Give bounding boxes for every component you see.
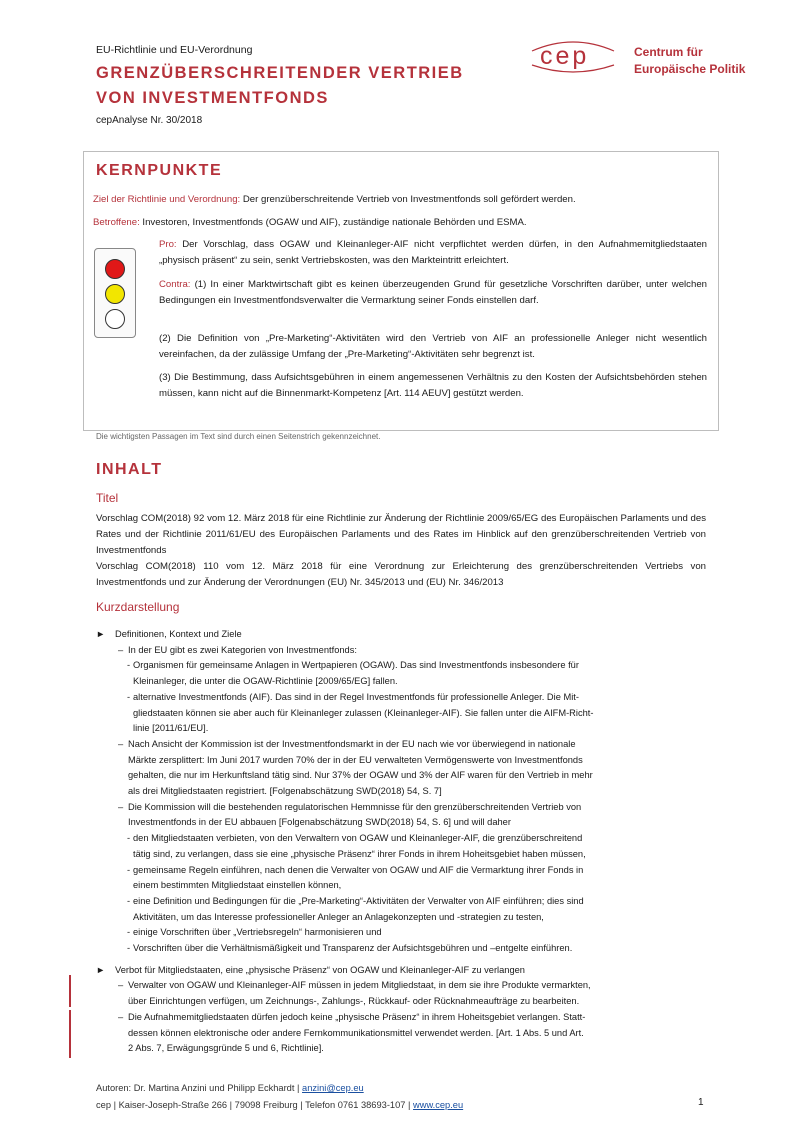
- cep-logo-text: cep: [540, 42, 590, 70]
- bullet-marker: ►: [96, 629, 106, 639]
- document-title-line-2: VON INVESTMENTFONDS: [96, 89, 329, 107]
- bullet-marker: –: [118, 980, 124, 991]
- sidebar-marker-caption: Die wichtigsten Passagen im Text sind durch einen Seitenstrich gekennzeichnet.: [96, 432, 381, 441]
- list-item-text: Definitionen, Kontext und Ziele: [115, 629, 242, 639]
- bullet-marker: -: [127, 943, 131, 953]
- bullet-marker: -: [127, 660, 131, 671]
- bullet-marker: –: [118, 644, 124, 655]
- title-subheading: Titel: [96, 491, 119, 505]
- bullet-marker: –: [118, 801, 124, 812]
- series-number: cepAnalyse Nr. 30/2018: [96, 115, 203, 126]
- bullet-marker: –: [118, 738, 124, 749]
- yellow-light-icon: [105, 284, 125, 304]
- list-item-text: als drei Mitgliedstaaten registriert. [Folgenabschätzung SWD(2018) 54, S. 7]: [128, 786, 442, 796]
- list-item-text: dessen können elektronische oder andere Fernkommunikationsmittel verwendet werden. [Art. 1 Abs. 5 und Art.: [128, 1027, 584, 1038]
- list-item-text: gliedstaaten können sie aber auch für Kleinanleger zulassen (Kleinanleger-AIF). Sie fallen unter die AIFM-Richt-: [133, 707, 594, 718]
- list-item-text: eine Definition und Bedingungen für die „Pre-Marketing“-Aktivitäten der Verwalter von AIF einführen; dies sind: [133, 895, 584, 906]
- list-item-text: über Einrichtungen verfügen, um Zeichnungs-, Zahlungs-, Rückkauf- oder Rücknahmeaufträge zu bearbeiten.: [128, 996, 580, 1007]
- organization-name-line-1: Centrum für: [634, 45, 703, 59]
- organization-name-line-2: Europäische Politik: [634, 62, 746, 76]
- red-light-icon: [105, 259, 125, 279]
- sidebar-marker-2: [69, 1010, 71, 1058]
- list-item-text: gemeinsame Regeln einführen, nach denen die Verwalter von OGAW und AIF die Vermarktung ihrer Fonds in: [133, 864, 584, 875]
- bullet-marker: -: [127, 833, 131, 844]
- bullet-marker: -: [127, 895, 131, 906]
- list-item-text: alternative Investmentfonds (AIF). Das sind in der Regel Investmentfonds für professionelle Anleger. Die Mit-: [133, 691, 579, 702]
- list-item-text: 2 Abs. 7, Erwägungsgründe 5 und 6, Richtlinie].: [128, 1043, 324, 1054]
- organization-name: [634, 44, 745, 78]
- document-subtitle: EU-Richtlinie und EU-Verordnung: [96, 44, 253, 56]
- affected-label: Betroffene:: [93, 217, 140, 228]
- footer-authors-text: Autoren: Dr. Martina Anzini und Philipp Eckhardt |: [96, 1083, 303, 1093]
- bullet-marker: -: [127, 691, 131, 702]
- bullet-marker: ►: [96, 964, 106, 975]
- goal-label: Ziel der Richtlinie und Verordnung:: [93, 194, 241, 205]
- bullet-marker: -: [127, 927, 131, 938]
- list-item-text: Märkte zersplittert: Im Juni 2017 wurden 70% der in der EU verwalteten Vermögenswerte von Investmentfonds: [128, 754, 583, 765]
- traffic-light-icon: [94, 248, 136, 338]
- contra-paragraph-2: (2) Die Definition von „Pre-Marketing“-Aktivitäten wird den Vertrieb von AIF an professionelle Anleger nicht wesentlich vereinfachen, da der zulässige Umfang der „Pre-Marketing“-Aktivitäten sehr begrenzt ist.: [159, 333, 707, 360]
- footer-address: [96, 1097, 463, 1114]
- goal-text: Der grenzüberschreitende Vertrieb von Investmentfonds soll gefördert werden.: [240, 194, 576, 205]
- footer-address-text: cep | Kaiser-Joseph-Straße 266 | 79098 Freiburg | Telefon 0761 38693-107 |: [96, 1100, 414, 1110]
- contra-paragraph-3: (3) Die Bestimmung, dass Aufsichtsgebühren in einem angemessenen Verhältnis zu den Kosten der Aufsichtsbehörden stehen müssen, kann nicht auf die Binnenmarkt-Kompetenz [Art. 114 AEUV] gestützt werden.: [159, 372, 707, 399]
- key-points-heading: KERNPUNKTE: [96, 162, 223, 179]
- list-item-text: tätig sind, zu verlangen, dass sie eine „physische Präsenz“ ihrer Fonds in ihrem Hoheitsgebiet haben müssen,: [133, 848, 586, 859]
- list-item-text: Investmentfonds in der EU abbauen [Folgenabschätzung SWD(2018) 54, S. 6] und will daher: [128, 817, 511, 828]
- list-item-text: gehalten, die nur im Herkunftsland tätig sind. Nur 37% der OGAW und 3% der AIF waren für den Vertrieb in mehr: [128, 770, 593, 781]
- page-number: 1: [698, 1097, 704, 1108]
- list-item-text: linie [2011/61/EU].: [133, 723, 209, 734]
- affected-line: [93, 214, 706, 231]
- goal-line: [93, 191, 706, 208]
- proposal-title-2: Vorschlag COM(2018) 110 vom 12. März 2018 für eine Verordnung zur Erleichterung des grenzüberschreitenden Vertriebs von Investmentfonds und zur Änderung der Verordnungen (EU) Nr. 345/2013 und (EU) Nr. 346/2013: [96, 561, 706, 588]
- summary-subheading: Kurzdarstellung: [96, 600, 180, 614]
- list-item-text: einem bestimmten Mitgliedstaat einstellen können,: [133, 880, 342, 891]
- sidebar-marker-1: [69, 975, 71, 1007]
- author-email-link[interactable]: anzini@cep.eu: [302, 1083, 364, 1093]
- bullet-marker: –: [118, 1011, 124, 1022]
- contra-label: Contra:: [159, 279, 191, 290]
- list-item-text: Nach Ansicht der Kommission ist der Investmentfondsmarkt in der EU nach wie vor überwiegend in nationale: [128, 738, 576, 749]
- website-link[interactable]: www.cep.eu: [413, 1100, 464, 1110]
- contra-paragraph-1: [159, 277, 707, 309]
- pro-text: Der Vorschlag, dass OGAW und Kleinanleger-AIF nicht verpflichtet werden dürfen, in den Aufnahmemitgliedstaaten „physisch präsent“ zu sein, senkt Vertriebskosten, was den Markteintritt erleichtert.: [159, 239, 707, 266]
- proposal-title-1: Vorschlag COM(2018) 92 vom 12. März 2018 für eine Richtlinie zur Änderung der Richtlinie 2009/65/EG des Europäischen Parlaments und des Rates und der Richtlinie 2011/61/EU des Europäischen Parlaments und des Rates im Hinblick auf den grenzüberschreitenden Vertrieb von Investmentfonds: [96, 513, 706, 556]
- list-item-text: In der EU gibt es zwei Kategorien von Investmentfonds:: [128, 644, 357, 655]
- footer-authors: [96, 1080, 364, 1097]
- list-item-text: den Mitgliedstaaten verbieten, von den Verwaltern von OGAW und Kleinanleger-AIF, die grenzüberschreitend: [133, 833, 583, 844]
- list-item-text: einige Vorschriften über „Vertriebsregeln“ harmonisieren und: [133, 927, 382, 938]
- list-item-text: Kleinanleger, die unter die OGAW-Richtlinie [2009/65/EG] fallen.: [133, 676, 398, 687]
- content-heading: INHALT: [96, 461, 163, 478]
- affected-text: Investoren, Investmentfonds (OGAW und AIF), zuständige nationale Behörden und ESMA.: [139, 217, 527, 228]
- pro-paragraph: [159, 237, 707, 269]
- contra-text-1: (1) In einer Marktwirtschaft gibt es keinen überzeugenden Grund für gesetzliche Vorschriften darüber, unter welchen Bedingungen ein Investmentfondsverwalter die Vermarktung seiner Fonds einstellen darf.: [159, 279, 707, 306]
- list-item-text: Die Kommission will die bestehenden regulatorischen Hemmnisse für den grenzüberschreitenden Vertrieb von: [128, 801, 582, 812]
- pro-label: Pro:: [159, 239, 177, 250]
- bullet-marker: -: [127, 864, 131, 875]
- document-title-line-1: GRENZÜBERSCHREITENDER VERTRIEB: [96, 64, 464, 82]
- list-item-text: Aktivitäten, um das Interesse professioneller Anleger an Anlagekonzepten und -strategien zu testen,: [133, 911, 544, 922]
- list-item-text: Verbot für Mitgliedstaaten, eine „physische Präsenz“ von OGAW und Kleinanleger-AIF zu verlangen: [115, 964, 525, 975]
- list-item-text: Organismen für gemeinsame Anlagen in Wertpapieren (OGAW). Das sind Investmentfonds insbesondere für: [133, 660, 579, 671]
- empty-light-icon: [105, 309, 125, 329]
- list-item-text: Verwalter von OGAW und Kleinanleger-AIF müssen in jedem Mitgliedstaat, in dem sie ihre Produkte vermarkten,: [128, 980, 591, 991]
- list-item-text: Vorschriften über die Verhältnismäßigkeit und Transparenz der Aufsichtsgebühren und –entgelte einführen.: [133, 943, 573, 953]
- list-item-text: Die Aufnahmemitgliedstaaten dürfen jedoch keine „physische Präsenz“ in ihrem Hoheitsgebiet verlangen. Statt-: [128, 1011, 586, 1022]
